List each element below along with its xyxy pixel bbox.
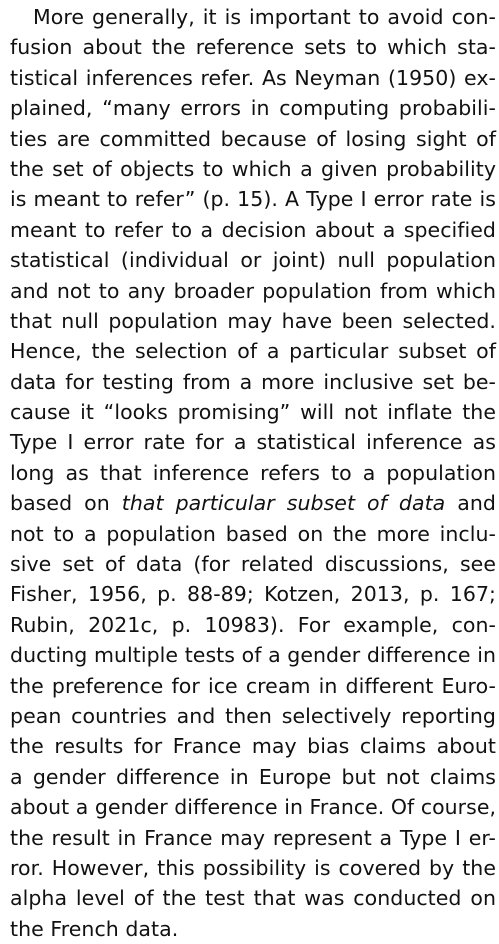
text-line: ties are committed because of losing sight of	[10, 126, 496, 151]
text-line: the French data.	[10, 916, 179, 941]
text-line: Type I error rate for a statistical inference as	[10, 430, 496, 455]
paragraph	[10, 2, 496, 944]
text-line: ror. However, this possibility is covered by the	[10, 855, 496, 880]
text-line: statistical (individual or joint) null population	[10, 248, 496, 273]
text-line: sive set of data (for related discussions, see	[10, 552, 496, 577]
text-line: alpha level of the test that was conducted on	[10, 886, 496, 911]
text-line: ducting multiple tests of a gender difference in	[10, 643, 496, 668]
text-line: Rubin, 2021c, p. 10983). For example, con-	[10, 612, 496, 637]
text-run: and	[445, 491, 496, 516]
text-line: cause it “looks promising” will not inflate the	[10, 400, 496, 425]
text-line: about a gender difference in France. Of course,	[10, 795, 496, 820]
text-line: Hence, the selection of a particular subset of	[10, 339, 496, 364]
document-body	[10, 2, 496, 944]
text-line-with-emphasis	[10, 488, 496, 518]
text-line: that null population may have been selected.	[10, 308, 496, 333]
text-line: the result in France may represent a Type I er-	[10, 825, 496, 850]
text-line: tistical inferences refer. As Neyman (1950) ex-	[10, 65, 496, 90]
text-line: pean countries and then selectively reporting	[10, 703, 496, 728]
text-line: and not to any broader population from which	[10, 278, 496, 303]
text-line: fusion about the reference sets to which sta-	[10, 35, 496, 60]
text-line: the set of objects to which a given probability	[10, 156, 496, 181]
text-line: long as that inference refers to a population	[10, 460, 496, 485]
text-line: not to a population based on the more inclu-	[10, 521, 496, 546]
text-line: is meant to refer” (p. 15). A Type I error rate is	[10, 187, 496, 212]
text-line: plained, “many errors in computing probabili-	[10, 96, 496, 121]
text-line: the results for France may bias claims about	[10, 734, 496, 759]
text-line: the preference for ice cream in different Euro-	[10, 673, 496, 698]
text-line: Fisher, 1956, p. 88-89; Kotzen, 2013, p. 167;	[10, 582, 496, 607]
text-line: meant to refer to a decision about a specified	[10, 217, 496, 242]
text-line: data for testing from a more inclusive set be-	[10, 369, 496, 394]
italic-emphasis: that particular subset of data	[121, 491, 446, 516]
text-run: based on	[10, 491, 122, 516]
text-line: a gender difference in Europe but not claims	[10, 764, 496, 789]
text-line: More generally, it is important to avoid con-	[33, 5, 496, 29]
